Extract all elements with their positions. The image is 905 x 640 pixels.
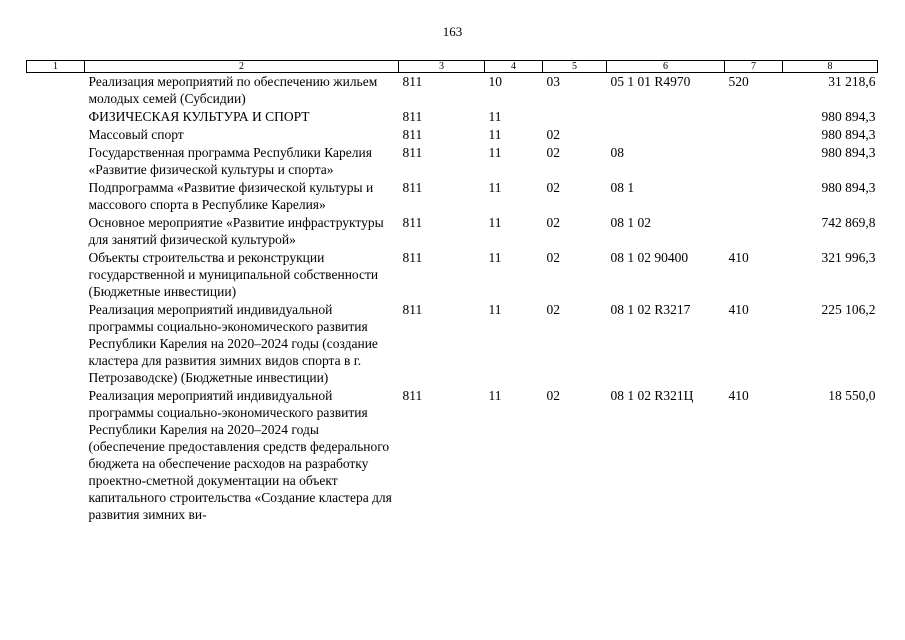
- item-name-cell: Подпрограмма «Развитие физической культуры и массового спорта в Республике Карелия»: [88, 180, 374, 212]
- amount-cell: 980 894,3: [821, 127, 876, 142]
- row-number-cell: [27, 179, 85, 214]
- expense-kind-cell: [725, 144, 783, 179]
- page-number: 163: [442, 24, 463, 39]
- expense-kind-cell: [725, 108, 783, 126]
- subsection-code-cell: 02: [546, 180, 560, 195]
- table-row: [27, 179, 878, 214]
- subsection-code-cell: 03: [546, 74, 560, 89]
- row-number-cell: [27, 249, 85, 301]
- expense-kind-cell: [725, 126, 783, 144]
- expense-kind-cell: 410: [728, 250, 749, 265]
- table-row: [27, 249, 878, 301]
- section-code-cell: 11: [488, 388, 502, 403]
- amount-cell: 31 218,6: [828, 74, 876, 89]
- row-number-cell: [27, 214, 85, 249]
- column-header: 3: [399, 61, 485, 73]
- target-article-cell: 08 1 02 R3217: [610, 302, 691, 317]
- item-name-cell: Реализация мероприятий индивидуальной программы социально-экономического развития Республики Карелия на 2020–2024 годы (обеспечение предоставления средств федерального бюджета на обеспечение расходов на разработку проектно-сметной документации на объект капитального строительства «Создание кластера для развития зимних ви-: [88, 388, 392, 522]
- item-name-cell: Реализация мероприятий по обеспечению жильем молодых семей (Субсидии): [88, 74, 378, 106]
- section-code-cell: 11: [488, 250, 502, 265]
- target-article-cell: 08 1 02 90400: [610, 250, 689, 265]
- subsection-code-cell: 02: [546, 388, 560, 403]
- item-name-cell: ФИЗИЧЕСКАЯ КУЛЬТУРА И СПОРТ: [88, 109, 310, 124]
- column-header: 8: [783, 61, 878, 73]
- section-code-cell: 10: [488, 74, 502, 89]
- subsection-code-cell: 02: [546, 302, 560, 317]
- amount-cell: 980 894,3: [821, 180, 876, 195]
- expense-kind-cell: 410: [728, 302, 749, 317]
- expense-kind-cell: 410: [728, 388, 749, 403]
- column-header: 1: [27, 61, 85, 73]
- expense-kind-cell: [725, 179, 783, 214]
- amount-cell: 742 869,8: [821, 215, 876, 230]
- subsection-code-cell: [543, 108, 607, 126]
- ministry-code-cell: 811: [402, 180, 423, 195]
- budget-table-body: [27, 73, 878, 525]
- table-row: [27, 387, 878, 524]
- table-row: [27, 126, 878, 144]
- row-number-cell: [27, 387, 85, 524]
- target-article-cell: [607, 126, 725, 144]
- row-number-cell: [27, 73, 85, 109]
- budget-table: [26, 60, 878, 524]
- row-number-cell: [27, 108, 85, 126]
- section-code-cell: 11: [488, 215, 502, 230]
- item-name-cell: Массовый спорт: [88, 127, 184, 142]
- column-header: 7: [725, 61, 783, 73]
- section-code-cell: 11: [488, 180, 502, 195]
- ministry-code-cell: 811: [402, 250, 423, 265]
- ministry-code-cell: 811: [402, 215, 423, 230]
- section-code-cell: 11: [488, 127, 502, 142]
- ministry-code-cell: 811: [402, 302, 423, 317]
- section-code-cell: 11: [488, 109, 502, 124]
- expense-kind-cell: [725, 214, 783, 249]
- ministry-code-cell: 811: [402, 127, 423, 142]
- ministry-code-cell: 811: [402, 109, 423, 124]
- row-number-cell: [27, 144, 85, 179]
- column-number-header: [27, 61, 878, 73]
- column-header: 6: [607, 61, 725, 73]
- column-header: 2: [85, 61, 399, 73]
- table-row: [27, 301, 878, 387]
- item-name-cell: Объекты строительства и реконструкции государственной и муниципальной собственности (Бюджетные инвестиции): [88, 250, 379, 299]
- target-article-cell: [607, 108, 725, 126]
- subsection-code-cell: 02: [546, 145, 560, 160]
- item-name-cell: Государственная программа Республики Карелия «Развитие физической культуры и спорта»: [88, 145, 372, 177]
- ministry-code-cell: 811: [402, 74, 423, 89]
- amount-cell: 18 550,0: [828, 388, 876, 403]
- table-row: [27, 108, 878, 126]
- target-article-cell: 08: [610, 145, 624, 160]
- ministry-code-cell: 811: [402, 388, 423, 403]
- subsection-code-cell: 02: [546, 250, 560, 265]
- subsection-code-cell: 02: [546, 127, 560, 142]
- amount-cell: 980 894,3: [821, 109, 876, 124]
- column-header: 5: [543, 61, 607, 73]
- header-row: [27, 61, 878, 73]
- amount-cell: 321 996,3: [821, 250, 876, 265]
- amount-cell: 225 106,2: [821, 302, 876, 317]
- table-row: [27, 214, 878, 249]
- target-article-cell: 08 1: [610, 180, 635, 195]
- ministry-code-cell: 811: [402, 145, 423, 160]
- section-code-cell: 11: [488, 145, 502, 160]
- row-number-cell: [27, 126, 85, 144]
- target-article-cell: 08 1 02: [610, 215, 651, 230]
- section-code-cell: 11: [488, 302, 502, 317]
- row-number-cell: [27, 301, 85, 387]
- table-row: [27, 73, 878, 109]
- target-article-cell: 08 1 02 R321Ц: [610, 388, 694, 403]
- item-name-cell: Реализация мероприятий индивидуальной программы социально-экономического развития Республики Карелия на 2020–2024 годы (создание кластера для развития зимних видов спорта в г. Петрозаводске) (Бюджетные инвестиции): [88, 302, 378, 385]
- item-name-cell: Основное мероприятие «Развитие инфраструктуры для занятий физической культурой»: [88, 215, 384, 247]
- expense-kind-cell: 520: [728, 74, 749, 89]
- subsection-code-cell: 02: [546, 215, 560, 230]
- table-row: [27, 144, 878, 179]
- target-article-cell: 05 1 01 R4970: [610, 74, 691, 89]
- column-header: 4: [485, 61, 543, 73]
- amount-cell: 980 894,3: [821, 145, 876, 160]
